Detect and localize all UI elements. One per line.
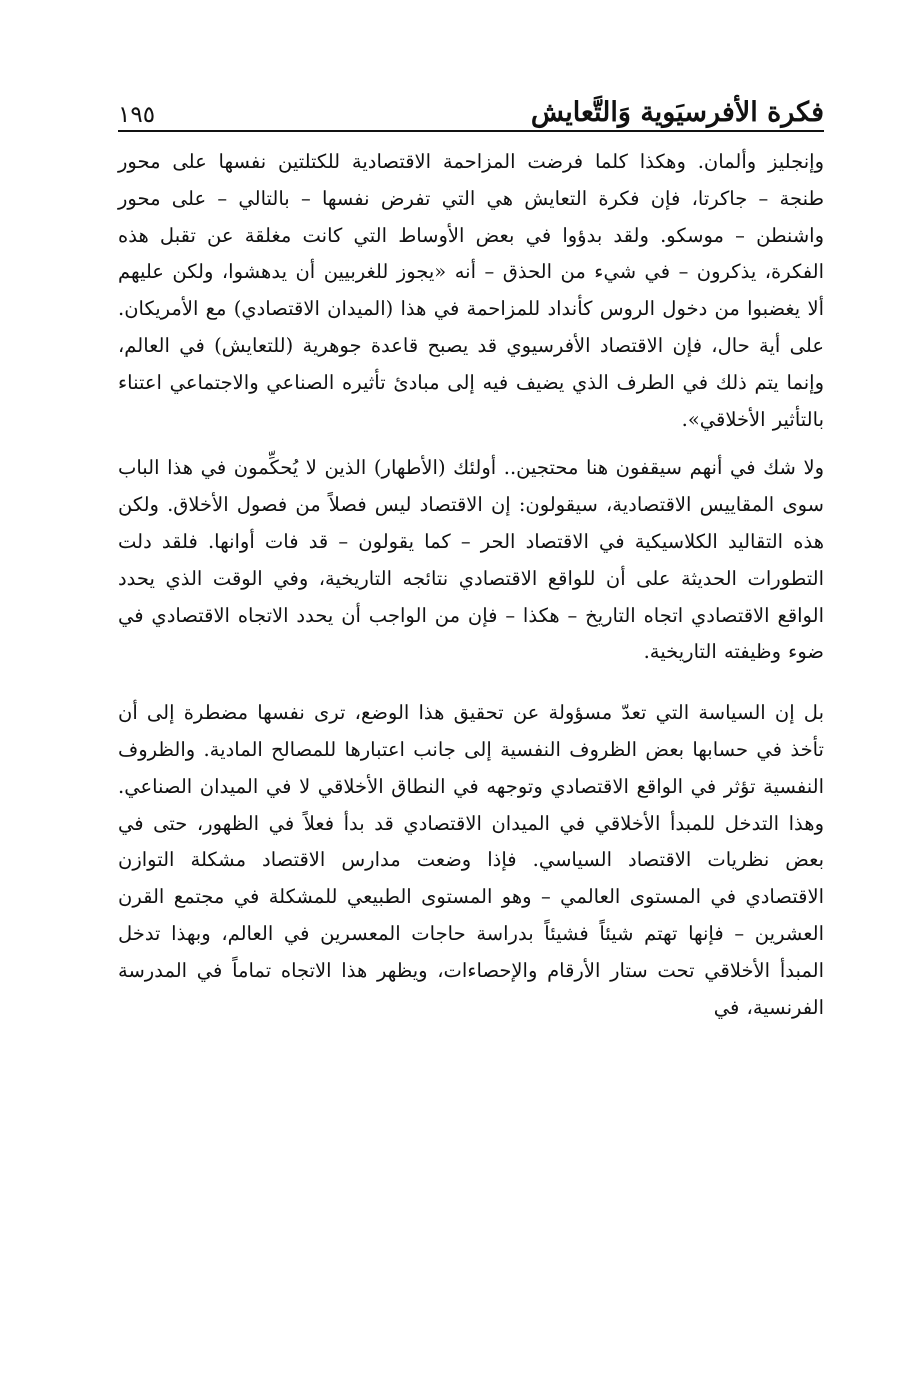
body-text [118, 144, 824, 1026]
page-number: ١٩٥ [118, 101, 156, 128]
paragraph-2: ولا شك في أنهم سيقفون هنا محتجين.. أولئك (الأطهار) الذين لا يُحكِّمون في هذا الباب سوى المقاييس الاقتصادية، سيقولون: إن الاقتصاد ليس فصلاً من فصول الأخلاق. ولكن هذه التقاليد الكلاسيكية في الاقتصاد الحر – كما يقولون – قد فات أوانها. فلقد دلت التطورات الحديثة على أن للواقع الاقتصادي نتائجه التاريخية، وفي الوقت الذي يحدد الواقع الاقتصادي اتجاه التاريخ – هكذا – فإن من الواجب أن يحدد الاتجاه الاقتصادي في ضوء وظيفته التاريخية. [118, 456, 824, 664]
paragraph-3: بل إن السياسة التي تعدّ مسؤولة عن تحقيق هذا الوضع، ترى نفسها مضطرة إلى أن تأخذ في حسابها بعض الظروف النفسية إلى جانب اعتبارها للمصالح المادية. والظروف النفسية تؤثر في الواقع الاقتصادي وتوجهه في النطاق الأخلاقي لا في الميدان الصناعي. وهذا التدخل للمبدأ الأخلاقي في الميدان الاقتصادي قد بدأ فعلاً في الظهور، حتى في بعض نظريات الاقتصاد السياسي. فإذا وضعت مدارس الاقتصاد مشكلة التوازن الاقتصادي في المستوى العالمي – وهو المستوى الطبيعي للمشكلة في مجتمع القرن العشرين – فإنها تهتم شيئاً فشيئاً بدراسة حاجات المعسرين في العالم، وبهذا تدخل المبدأ الأخلاقي تحت ستار الأرقام والإحصاءات، ويظهر هذا الاتجاه تماماً في المدرسة الفرنسية، في [118, 701, 824, 1019]
page-header [118, 88, 824, 132]
book-page [118, 88, 824, 1026]
paragraph-1: وإنجليز وألمان. وهكذا كلما فرضت المزاحمة الاقتصادية للكتلتين نفسها على محور طنجة – جاكرتا، فإن فكرة التعايش هي التي تفرض نفسها – بالتالي – على محور واشنطن – موسكو. ولقد بدؤوا في بعض الأوساط التي كانت مغلقة عن تقبل هذه الفكرة، يذكرون – في شيء من الحذق – أنه «يجوز للغربيين أن يدهشوا، ولكن عليهم ألا يغضبوا من دخول الروس كأنداد للمزاحمة في هذا (الميدان الاقتصادي) مع الأمريكان. على أية حال، فإن الاقتصاد الأفرسيوي قد يصبح قاعدة جوهرية (للتعايش) في العالم، وإنما يتم ذلك في الطرف الذي يضيف فيه إلى مبادئ تأثيره الصناعي والاجتماعي اعتناء بالتأثير الأخلاقي». [118, 150, 824, 431]
running-title: فكرة الأفرسيَوية وَالتَّعايش [530, 97, 824, 129]
